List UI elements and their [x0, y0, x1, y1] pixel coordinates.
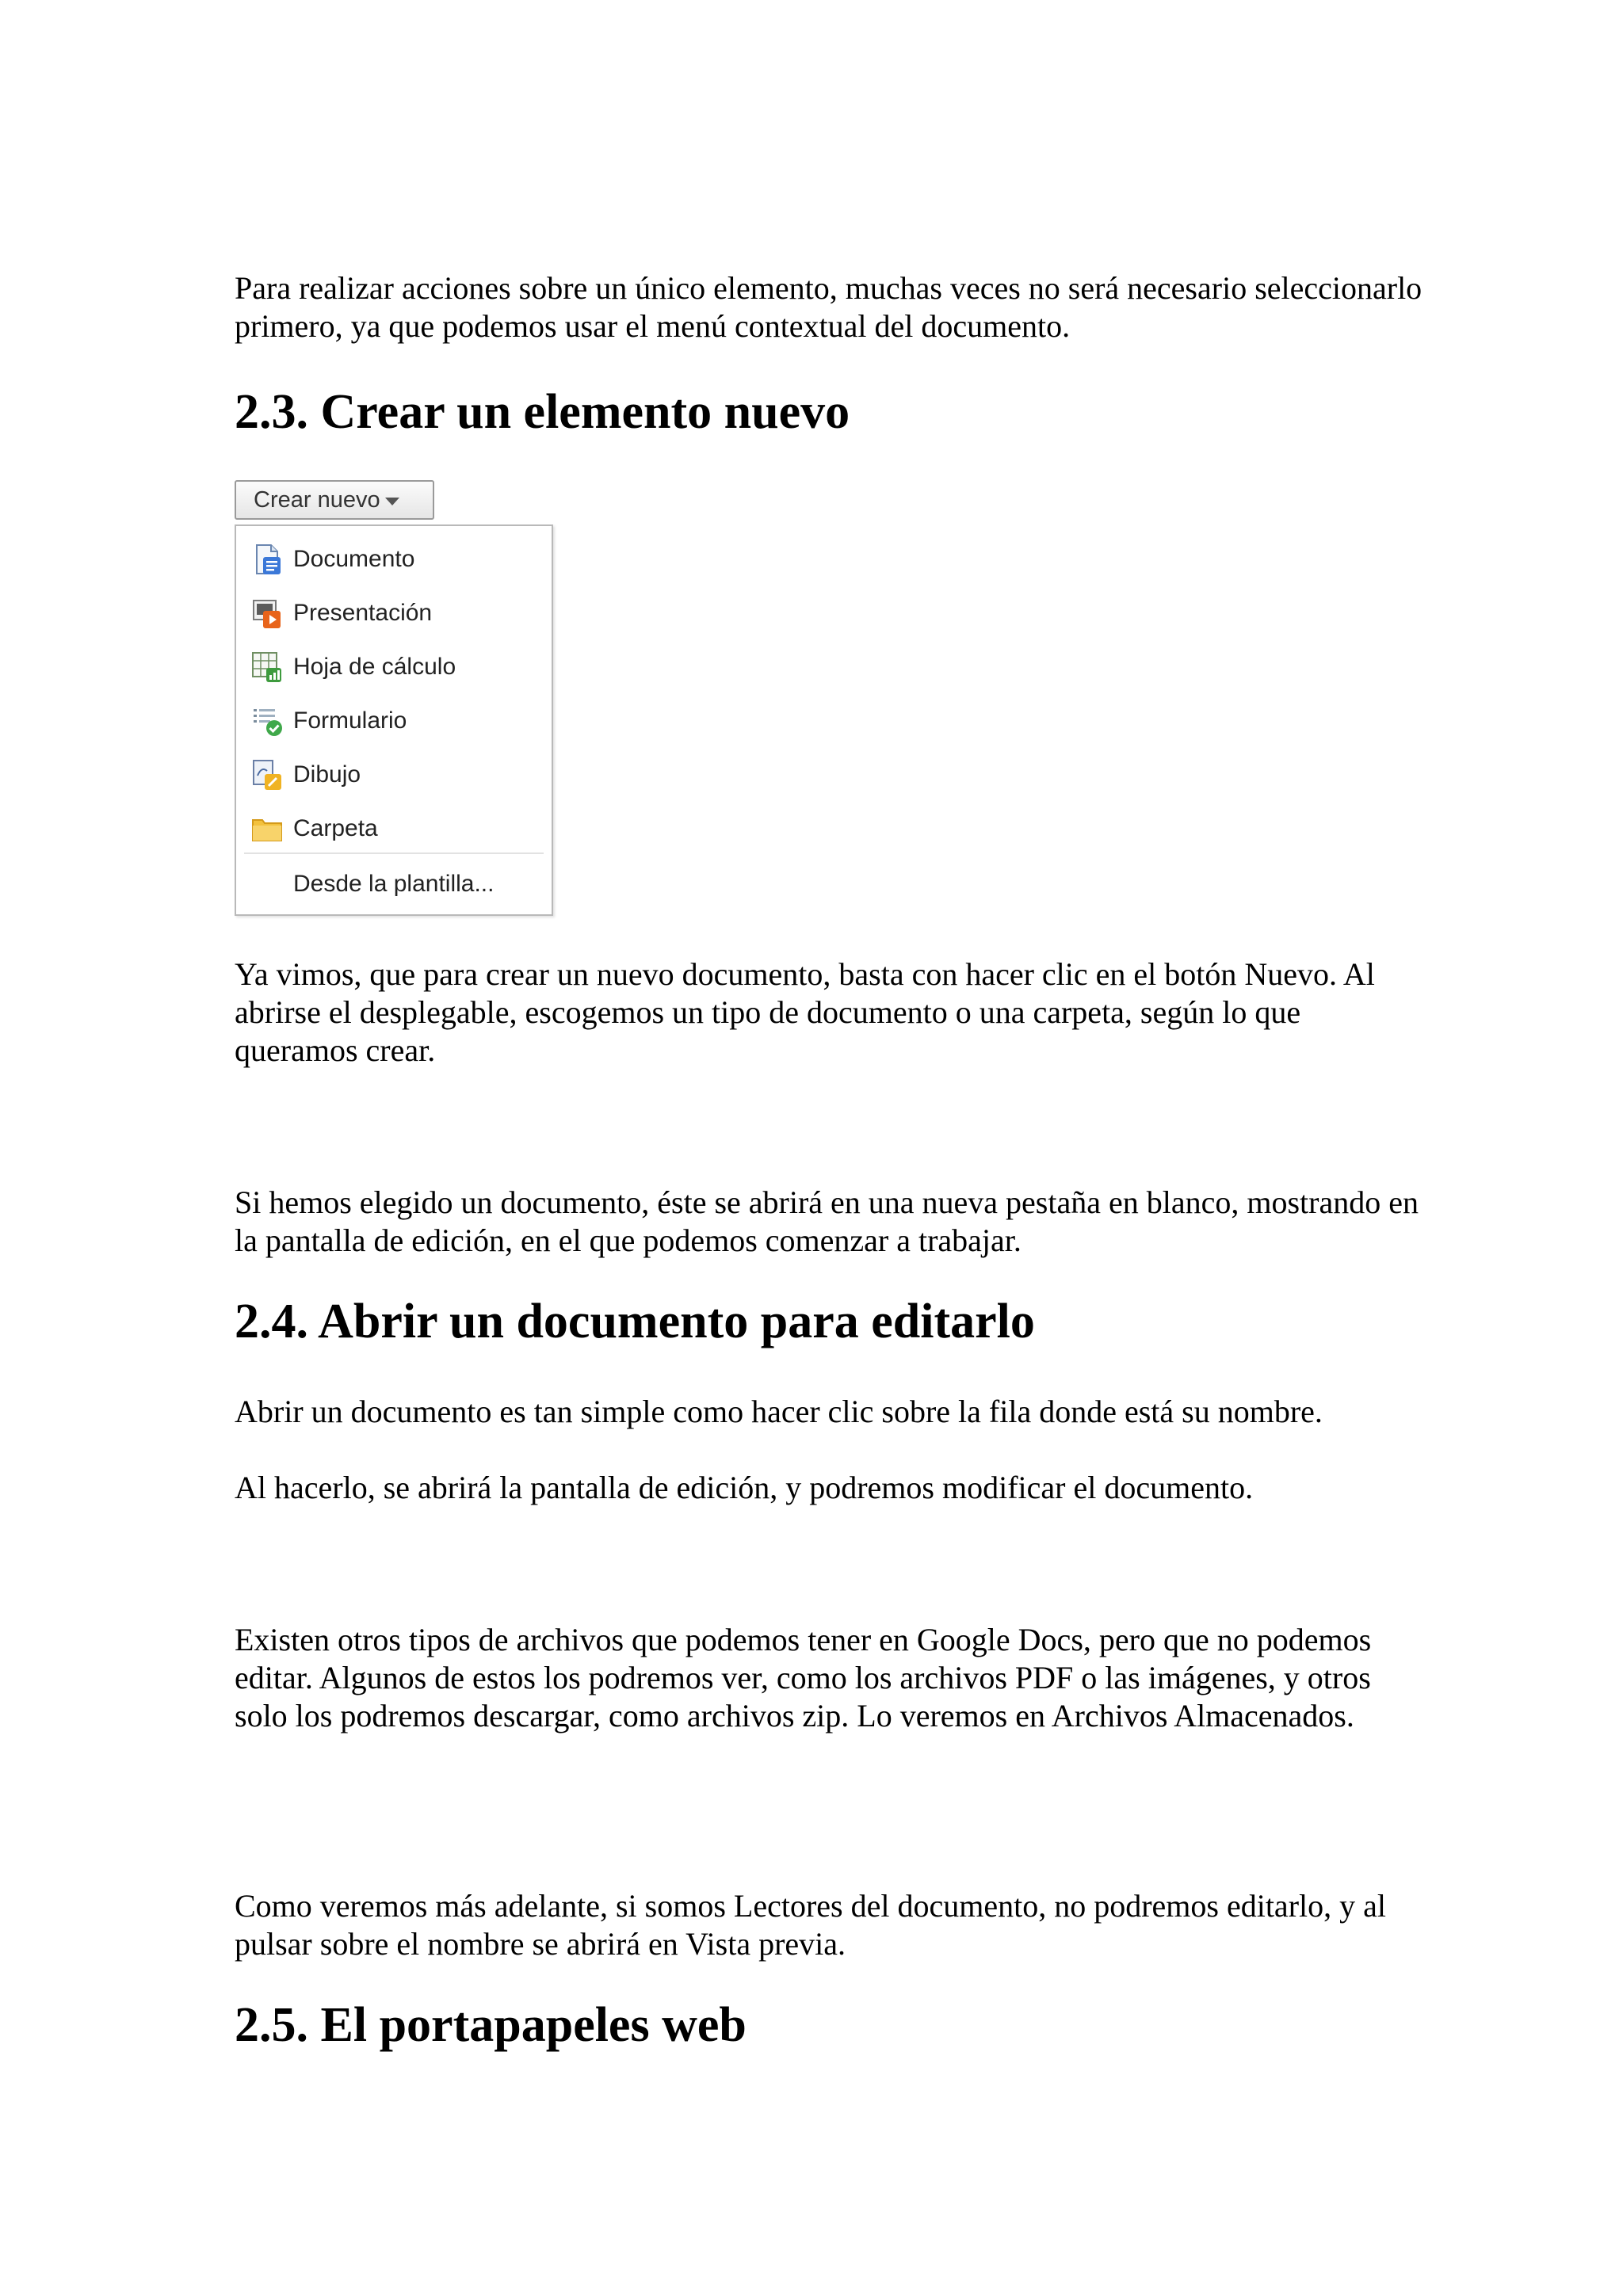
menu-item-documento: [250, 540, 414, 578]
section-heading-2-5: [235, 1997, 1423, 2054]
crear-nuevo-label: Crear nuevo: [254, 486, 380, 513]
paragraph-text: Para realizar acciones sobre un único elemento, muchas veces no será necesario seleccionarlo primero, ya que podemos usar el menú contextual del documento.: [235, 270, 1423, 344]
crear-nuevo-dropdown: [235, 524, 553, 916]
paragraph-text: Abrir un documento es tan simple como hacer clic sobre la fila donde está su nombre.: [235, 1394, 1323, 1429]
document-icon: [250, 543, 284, 576]
menu-item-carpeta: [250, 810, 378, 848]
menu-item-formulario: [250, 702, 407, 740]
crear-nuevo-button: [235, 480, 434, 520]
paragraph-text: Al hacerlo, se abrirá la pantalla de edición, y podremos modificar el documento.: [235, 1470, 1254, 1505]
paragraph-1: [235, 269, 1423, 345]
menu-item-desde-la-plantilla: [293, 865, 494, 903]
menu-item-label: Desde la plantilla...: [293, 871, 495, 897]
paragraph-3: [235, 1184, 1423, 1260]
paragraph-text: Como veremos más adelante, si somos Lectores del documento, no podremos editarlo, y al pulsar sobre el nombre se abrirá en Vista previa.: [235, 1888, 1386, 1962]
menu-item-label: Formulario: [293, 707, 407, 734]
heading-text: 2.4. Abrir un documento para editarlo: [235, 1295, 1035, 1348]
paragraph-text: Si hemos elegido un documento, éste se abrirá en una nueva pestaña en blanco, mostrando en la pantalla de edición, en el que podemos comenzar a trabajar.: [235, 1184, 1419, 1258]
paragraph-text: Existen otros tipos de archivos que podemos tener en Google Docs, pero que no podemos editar. Algunos de estos los podremos ver, como los archivos PDF o las imágenes, y otros solo los podremos descargar, como archivos zip. Lo veremos en Archivos Almacenados.: [235, 1622, 1372, 1733]
menu-item-presentacion: [250, 594, 432, 632]
presentation-icon: [250, 597, 284, 630]
menu-item-hoja-de-calculo: [250, 648, 456, 686]
menu-item-label: Carpeta: [293, 815, 378, 841]
folder-icon: [250, 812, 284, 845]
menu-item-dibujo: [250, 756, 361, 794]
menu-item-label: Presentación: [293, 600, 433, 626]
heading-text: 2.5. El portapapeles web: [235, 1998, 747, 2052]
paragraph-2: [235, 955, 1423, 1070]
heading-text: 2.3. Crear un elemento nuevo: [235, 385, 850, 439]
menu-item-label: Hoja de cálculo: [293, 654, 456, 680]
menu-item-label: Dibujo: [293, 761, 361, 788]
paragraph-7: [235, 1887, 1423, 1963]
chevron-down-icon: [385, 498, 399, 505]
paragraph-6: [235, 1621, 1423, 1735]
menu-item-label: Documento: [293, 546, 415, 572]
drawing-icon: [250, 758, 284, 791]
paragraph-4: [235, 1393, 1423, 1431]
paragraph-text: Ya vimos, que para crear un nuevo documento, basta con hacer clic en el botón Nuevo. Al abrirse el desplegable, escogemos un tipo de documento o una carpeta, según lo que queramos crear.: [235, 956, 1375, 1068]
section-heading-2-4: [235, 1293, 1423, 1350]
crear-nuevo-menu-screenshot: [235, 480, 555, 916]
menu-divider: [244, 852, 544, 854]
section-heading-2-3: [235, 383, 1423, 441]
spreadsheet-icon: [250, 650, 284, 684]
form-icon: [250, 704, 284, 738]
paragraph-5: [235, 1469, 1423, 1507]
